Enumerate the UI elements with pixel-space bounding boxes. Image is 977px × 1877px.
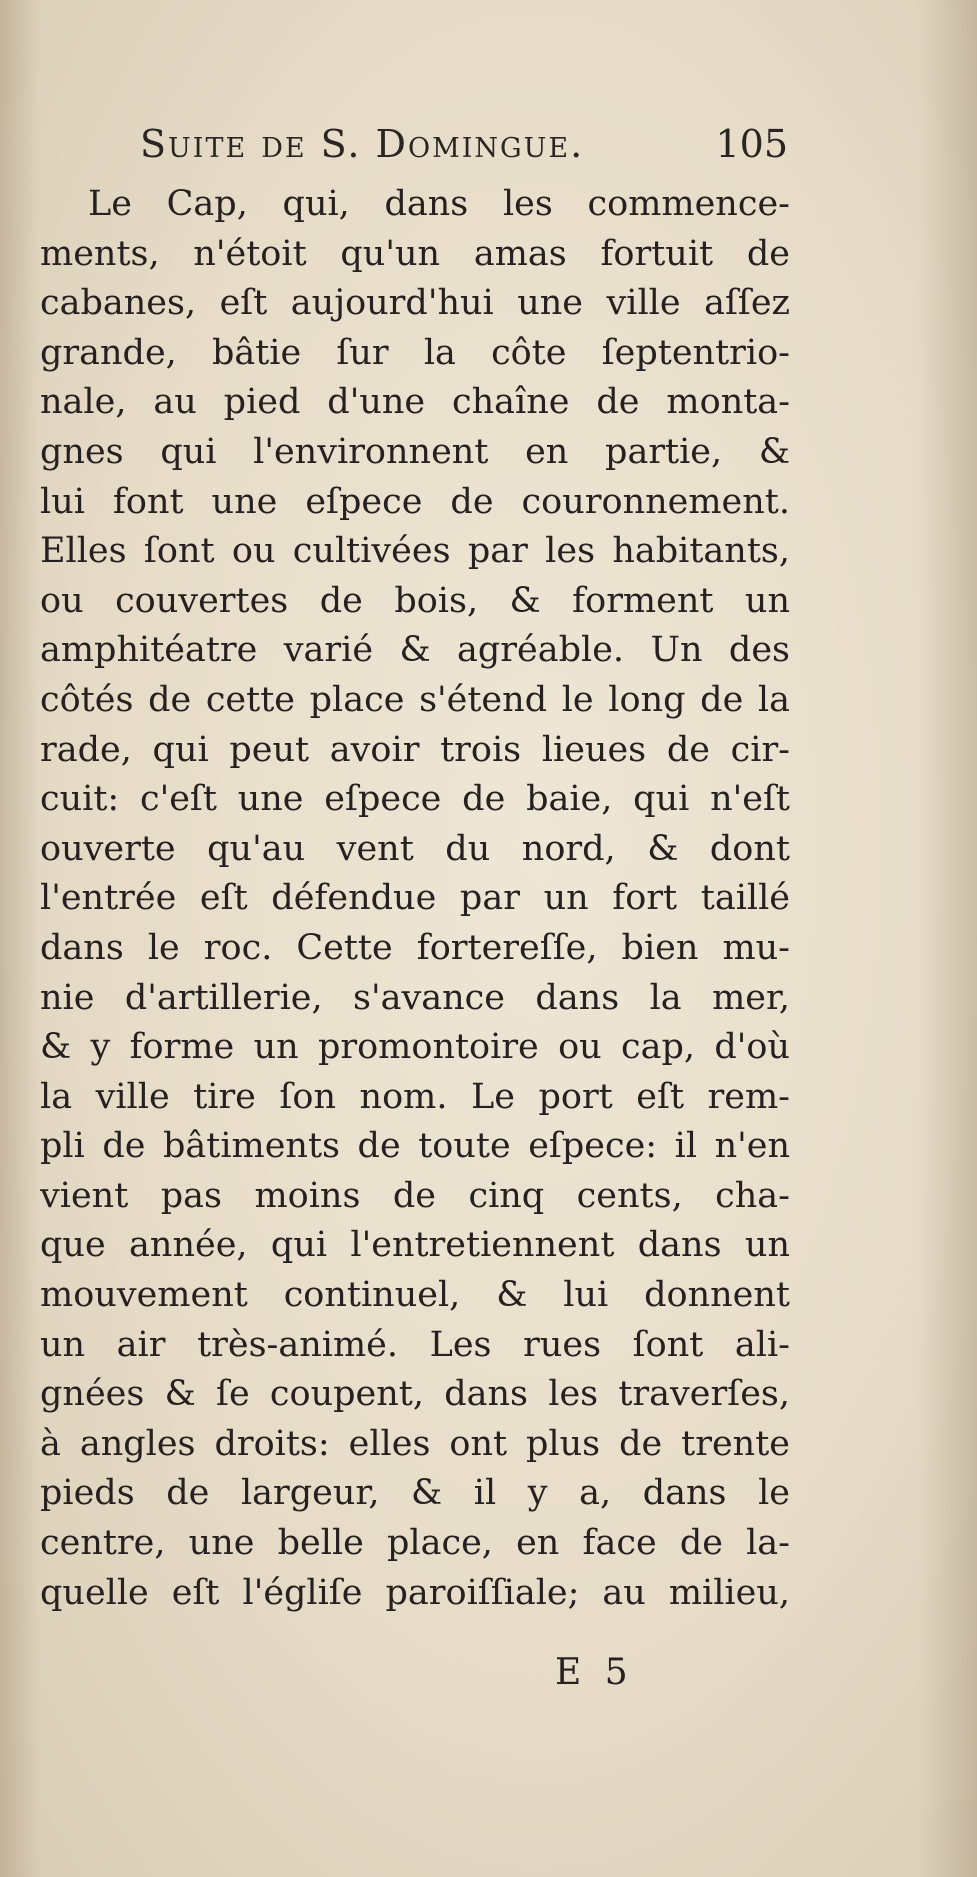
body-text [40, 180, 790, 1618]
text-line: Le Cap, qui, dans les commence- [88, 184, 790, 224]
text-line: pli de bâtiments de toute eſpece: il n'en [40, 1126, 790, 1167]
text-line: gnes qui l'environnent en partie, & [40, 431, 790, 472]
text-line: l'entrée eſt défendue par un fort taillé [40, 878, 790, 919]
text-line: cuit: c'eſt une eſpece de baie, qui n'eſt [40, 779, 790, 820]
text-line: ouverte qu'au vent du nord, & dont [40, 828, 790, 869]
signature-mark: E 5 [555, 1652, 634, 1693]
text-line: quelle eſt l'égliſe paroiſſiale; au milieu, [40, 1572, 790, 1613]
text-line: un air très-animé. Les rues ſont ali- [40, 1324, 790, 1365]
text-line: que année, qui l'entretiennent dans un [40, 1225, 790, 1266]
text-line: ou couvertes de bois, & forment un [40, 580, 790, 621]
text-line: amphitéatre varié & agréable. Un des [40, 630, 790, 671]
text-line: & y forme un promontoire ou cap, d'où [40, 1027, 790, 1068]
text-line: côtés de cette place s'étend le long de la [40, 679, 790, 720]
text-line: la ville tire ſon nom. Le port eſt rem- [40, 1076, 790, 1117]
text-line: grande, bâtie ſur la côte ſeptentrio- [40, 332, 790, 373]
text-line: gnées & ſe coupent, dans les traverſes, [40, 1374, 790, 1415]
text-line: mouvement continuel, & lui donnent [40, 1275, 790, 1316]
text-line: ments, n'étoit qu'un amas fortuit de [40, 233, 790, 274]
text-line: nie d'artillerie, s'avance dans la mer, [40, 977, 790, 1018]
text-line: à angles droits: elles ont plus de trente [40, 1423, 790, 1464]
text-line: rade, qui peut avoir trois lieues de cir- [40, 729, 790, 770]
text-line: centre, une belle place, en face de la- [40, 1523, 790, 1564]
text-line: cabanes, eſt aujourd'hui une ville aſſez [40, 283, 790, 324]
page-number: 105 [715, 122, 788, 166]
text-line: dans le roc. Cette fortereſſe, bien mu- [40, 927, 790, 968]
text-line: vient pas moins de cinq cents, cha- [40, 1175, 790, 1216]
running-title: Suite de S. Domingue. [140, 122, 585, 166]
text-line: nale, au pied d'une chaîne de monta- [40, 382, 790, 423]
text-line: Elles ſont ou cultivées par les habitants, [40, 531, 790, 572]
text-line: lui font une eſpece de couronnement. [40, 481, 790, 522]
text-line: pieds de largeur, & il y a, dans le [40, 1473, 790, 1514]
running-head [140, 122, 788, 172]
